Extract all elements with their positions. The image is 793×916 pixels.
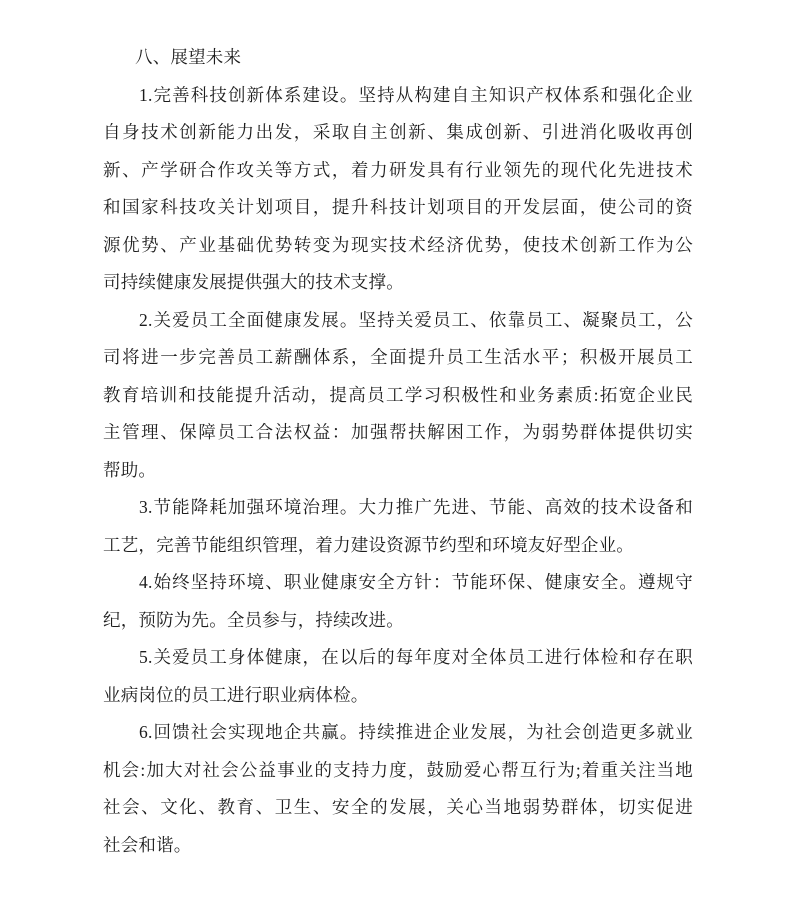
text-line: 新、产学研合作攻关等方式，着力研发具有行业领先的现代化先进技术 (103, 159, 693, 180)
text-line: 社会和谐。 (103, 834, 192, 855)
text-line: 纪，预防为先。全员参与，持续改进。 (103, 609, 404, 630)
text-line: 工艺，完善节能组织管理，着力建设资源节约型和环境友好型企业。 (103, 534, 634, 555)
text-line: 社会、文化、教育、卫生、安全的发展，关心当地弱势群体，切实促进 (103, 797, 693, 817)
text-line: 司持续健康发展提供强大的技术支撑。 (103, 272, 404, 292)
text-line: 教育培训和技能提升活动，提高员工学习积极性和业务素质:拓宽企业民 (103, 384, 693, 405)
text-line: 主管理、保障员工合法权益：加强帮扶解困工作，为弱势群体提供切实 (103, 422, 693, 442)
text-line: 和国家科技攻关计划项目，提升科技计划项目的开发层面，使公司的资 (103, 197, 693, 217)
text-line: 自身技术创新能力出发，采取自主创新、集成创新、引进消化吸收再创 (103, 122, 693, 142)
document-body (103, 39, 693, 864)
text-line: 帮助。 (103, 459, 157, 480)
text-line: 业病岗位的员工进行职业病体检。 (103, 684, 369, 705)
paragraph (103, 302, 693, 490)
paragraph (103, 639, 693, 714)
text-line: 6.回馈社会实现地企共赢。持续推进企业发展，为社会创造更多就业 (139, 722, 693, 742)
paragraph (103, 714, 693, 864)
paragraph (103, 77, 693, 302)
section-heading: 八、展望未来 (135, 47, 242, 67)
text-line: 1.完善科技创新体系建设。坚持从构建自主知识产权体系和强化企业 (139, 84, 693, 105)
text-line: 源优势、产业基础优势转变为现实技术经济优势，使技术创新工作为公 (103, 234, 693, 255)
text-line: 机会:加大对社会公益事业的支持力度，鼓励爱心帮互行为;着重关注当地 (103, 759, 693, 780)
paragraph (103, 489, 693, 564)
text-line: 5.关爱员工身体健康，在以后的每年度对全体员工进行体检和存在职 (139, 647, 693, 667)
text-line: 2.关爱员工全面健康发展。坚持关爱员工、依靠员工、凝聚员工，公 (139, 309, 693, 330)
text-line: 3.节能降耗加强环境治理。大力推广先进、节能、高效的技术设备和 (139, 497, 693, 517)
paragraph (103, 564, 693, 639)
text-line: 4.始终坚持环境、职业健康安全方针：节能环保、健康安全。遵规守 (139, 572, 693, 592)
text-line: 司将进一步完善员工薪酬体系，全面提升员工生活水平；积极开展员工 (103, 347, 693, 367)
